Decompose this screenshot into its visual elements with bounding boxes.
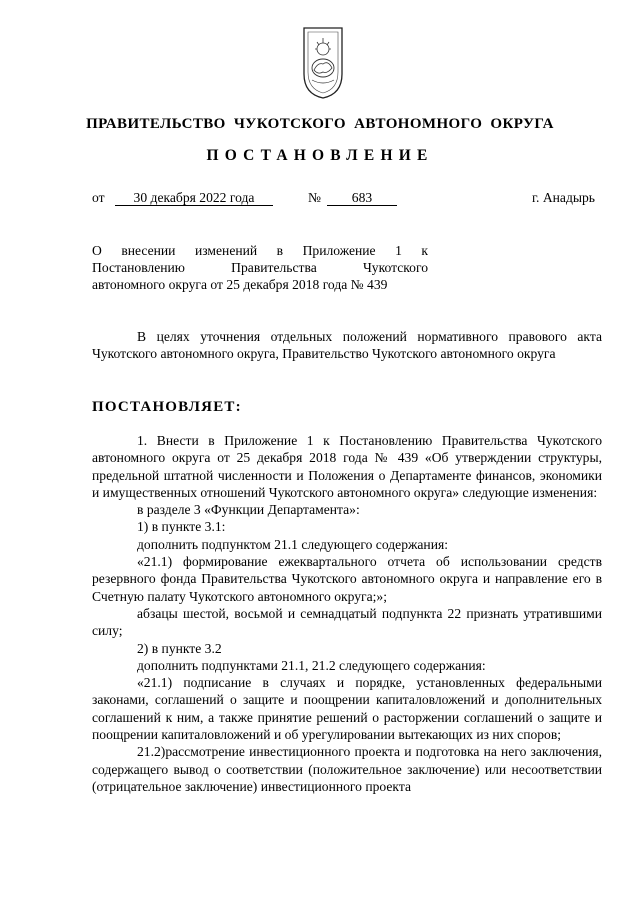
number-label: №	[308, 190, 321, 205]
date-prefix: от	[92, 190, 105, 205]
body-paragraph: дополнить подпунктами 21.1, 21.2 следующего содержания:	[137, 657, 486, 673]
body-paragraph: в разделе 3 «Функции Департамента»:	[137, 502, 360, 518]
document-type-title: ПОСТАНОВЛЕНИЕ	[206, 147, 434, 164]
document-subject	[92, 242, 428, 293]
body-paragraph: «21.1) подписание в случаях и порядке, установленных федеральными законами, соглашений о защите и поощрении капиталовложений и дополнительных соглашений к ним, а также принятие решений о расторжении соглашений о защите и поощрении капиталовложений и об урегулировании вытекающих из них споров;	[92, 675, 602, 743]
document-place: г. Анадырь	[532, 190, 596, 205]
resolve-word: ПОСТАНОВЛЯЕТ:	[92, 399, 242, 415]
subject-line: О внесении изменений в Приложение 1 к	[92, 243, 428, 258]
body-paragraph: 1) в пункте 3.1:	[137, 519, 226, 535]
subject-line: автономного округа от 25 декабря 2018 года № 439	[92, 277, 388, 292]
preamble	[92, 328, 602, 363]
number-field	[327, 190, 397, 206]
document-number: 683	[327, 190, 397, 206]
body-paragraph: 1. Внести в Приложение 1 к Постановлению Правительства Чукотского автономного округа от 25 декабря 2018 года № 439 «Об утверждении структуры, предельной штатной численности и Положения о Департаменте финансов, экономики и имущественных отношений Чукотского автономного округа» следующие изменения:	[92, 433, 602, 500]
date-field	[115, 190, 273, 206]
document-date: 30 декабря 2022 года	[115, 190, 273, 206]
subject-line: Постановлению Правительства Чукотского	[92, 260, 428, 275]
preamble-text: В целях уточнения отдельных положений нормативного правового акта Чукотского автономного округа, Правительство Чукотского автономного округа	[92, 329, 602, 362]
organization-name: ПРАВИТЕЛЬСТВО ЧУКОТСКОГО АВТОНОМНОГО ОКРУГА	[86, 116, 554, 132]
body-paragraph: абзацы шестой, восьмой и семнадцатый подпункта 22 признать утратившими силу;	[92, 605, 602, 639]
body-paragraph: 21.2)рассмотрение инвестиционного проекта и подготовка на него заключения, содержащего вывод о соответствии (положительное заключение) или несоответствии (отрицательное заключение) инвестиционного проекта	[92, 744, 602, 794]
body-paragraph: «21.1) формирование ежеквартального отчета об использовании средств резервного фонда Правительства Чукотского автономного округа и направление его в Счетную палату Чукотского автономного округа;»;	[92, 554, 602, 604]
chukotka-coat-of-arms-icon	[300, 22, 346, 100]
body-paragraph: дополнить подпунктом 21.1 следующего содержания:	[137, 536, 448, 552]
document-body	[92, 432, 602, 795]
body-paragraph: 2) в пункте 3.2	[137, 640, 222, 656]
